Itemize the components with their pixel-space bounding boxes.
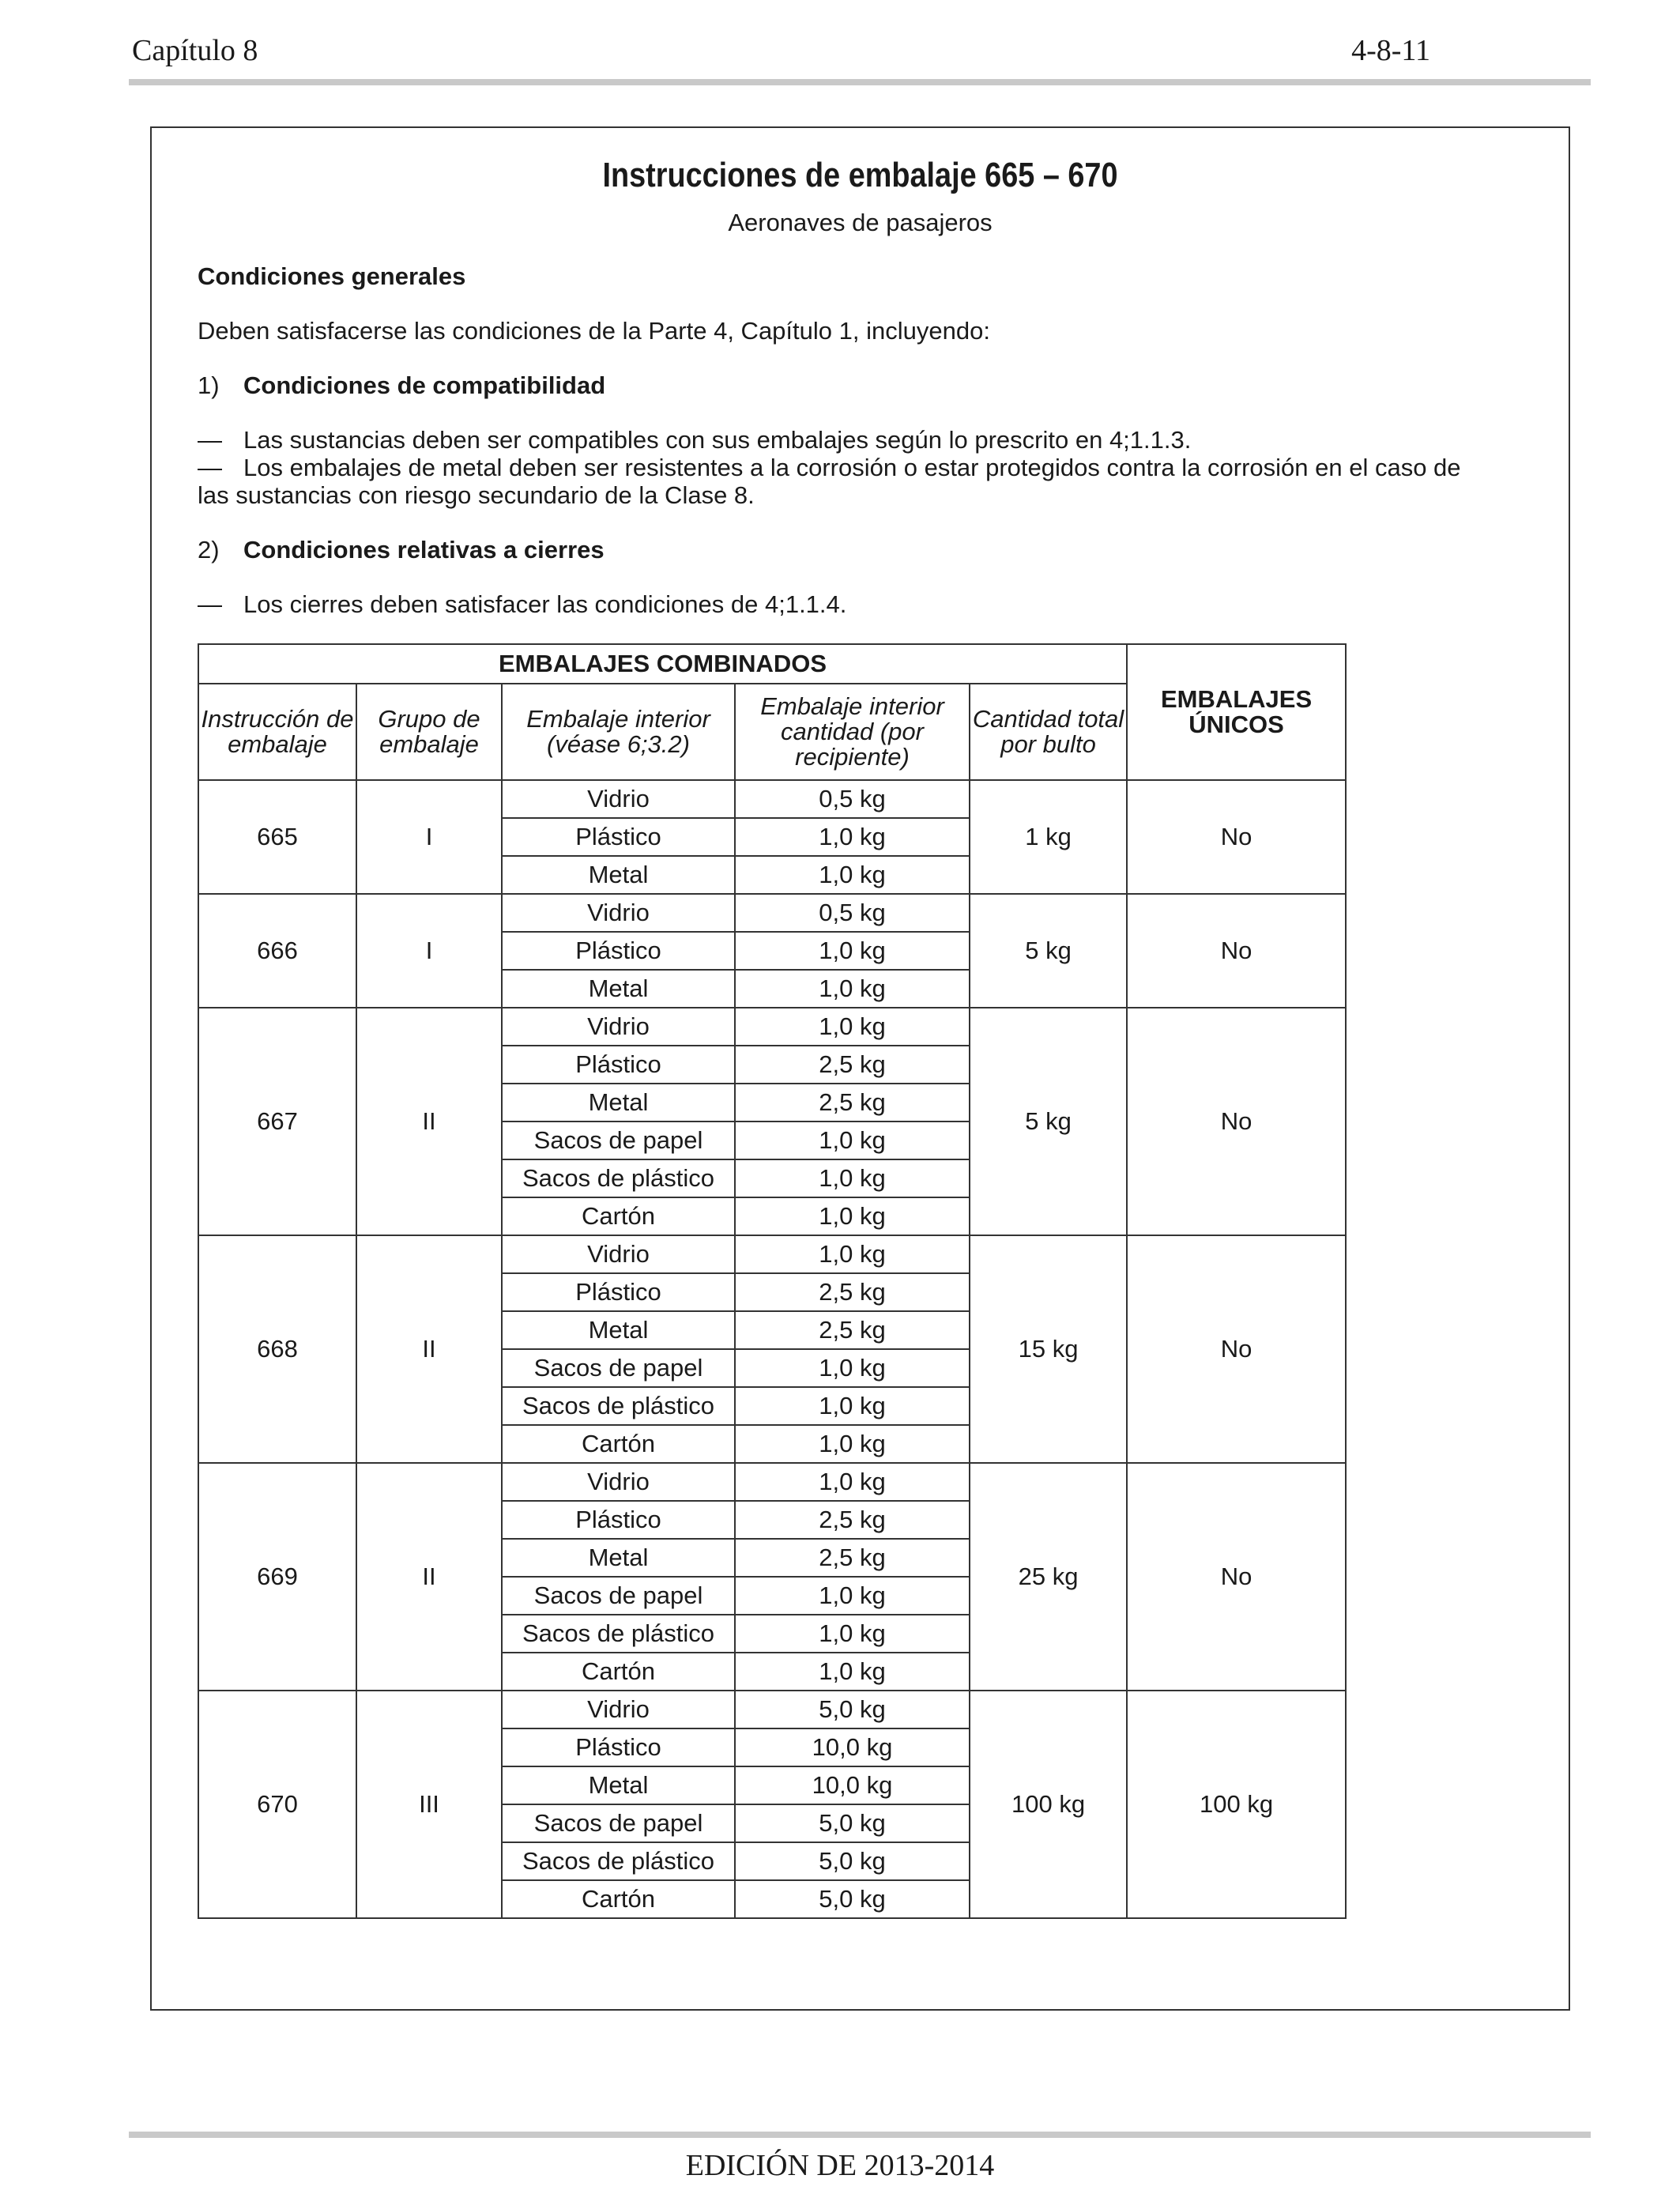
inner-packaging-type-cell: Plástico: [502, 818, 735, 856]
item-1a-dash: —: [198, 426, 222, 454]
inner-packaging-quantity-cell: 1,0 kg: [735, 970, 970, 1008]
section-2-number: 2): [198, 536, 220, 564]
single-packaging-header: EMBALAJES ÚNICOS: [1127, 644, 1346, 780]
inner-packaging-type-cell: Sacos de plástico: [502, 1615, 735, 1653]
inner-packaging-type-cell: Cartón: [502, 1653, 735, 1691]
inner-packaging-quantity-cell: 2,5 kg: [735, 1539, 970, 1577]
total-quantity-cell: 100 kg: [970, 1691, 1127, 1918]
total-quantity-cell: 1 kg: [970, 780, 1127, 894]
inner-packaging-type-cell: Sacos de plástico: [502, 1387, 735, 1425]
packing-group-cell: II: [356, 1463, 502, 1691]
packing-table-wrapper: [198, 643, 1347, 1919]
inner-packaging-quantity-cell: 5,0 kg: [735, 1804, 970, 1842]
inner-packaging-type-cell: Plástico: [502, 1046, 735, 1084]
packing-group-cell: III: [356, 1691, 502, 1918]
general-conditions-heading: Condiciones generales: [198, 262, 466, 290]
single-packaging-cell: No: [1127, 1008, 1346, 1235]
col-header-packing-group: Grupo de embalaje: [356, 684, 502, 780]
intro-text: Deben satisfacerse las condiciones de la Parte 4, Capítulo 1, incluyendo:: [198, 317, 990, 345]
item-2a-text: Los cierres deben satisfacer las condiciones de 4;1.1.4.: [243, 590, 847, 618]
item-1b-text: Los embalajes de metal deben ser resistentes a la corrosión o estar protegidos contra la corrosión en el caso de: [243, 454, 1461, 481]
inner-packaging-quantity-cell: 2,5 kg: [735, 1273, 970, 1311]
inner-packaging-quantity-cell: 10,0 kg: [735, 1766, 970, 1804]
col-header-inner-quantity: Embalaje interior cantidad (por recipiente): [735, 684, 970, 780]
inner-packaging-quantity-cell: 1,0 kg: [735, 1387, 970, 1425]
inner-packaging-quantity-cell: 1,0 kg: [735, 1577, 970, 1615]
inner-packaging-quantity-cell: 1,0 kg: [735, 1653, 970, 1691]
item-1b-continued: las sustancias con riesgo secundario de la Clase 8.: [198, 481, 755, 509]
instruction-number-cell: 668: [198, 1235, 356, 1463]
inner-packaging-quantity-cell: 5,0 kg: [735, 1880, 970, 1918]
inner-packaging-type-cell: Vidrio: [502, 894, 735, 932]
inner-packaging-quantity-cell: 1,0 kg: [735, 1122, 970, 1159]
total-quantity-cell: 5 kg: [970, 1008, 1127, 1235]
section-2-heading: Condiciones relativas a cierres: [243, 536, 605, 564]
inner-packaging-type-cell: Vidrio: [502, 1463, 735, 1501]
inner-packaging-type-cell: Sacos de plástico: [502, 1159, 735, 1197]
inner-packaging-type-cell: Sacos de papel: [502, 1349, 735, 1387]
col-header-inner-packaging: Embalaje interior (véase 6;3.2): [502, 684, 735, 780]
inner-packaging-type-cell: Cartón: [502, 1197, 735, 1235]
item-1b-dash: —: [198, 454, 222, 481]
inner-packaging-type-cell: Metal: [502, 1539, 735, 1577]
packing-group-cell: II: [356, 1235, 502, 1463]
inner-packaging-type-cell: Vidrio: [502, 1691, 735, 1728]
inner-packaging-quantity-cell: 5,0 kg: [735, 1691, 970, 1728]
inner-packaging-quantity-cell: 1,0 kg: [735, 932, 970, 970]
col-header-total-quantity: Cantidad total por bulto: [970, 684, 1127, 780]
inner-packaging-type-cell: Plástico: [502, 1273, 735, 1311]
packing-table: [198, 643, 1347, 1919]
inner-packaging-quantity-cell: 0,5 kg: [735, 894, 970, 932]
table-row: [198, 780, 1346, 818]
inner-packaging-quantity-cell: 2,5 kg: [735, 1311, 970, 1349]
col-header-instruction: Instrucción de embalaje: [198, 684, 356, 780]
inner-packaging-quantity-cell: 2,5 kg: [735, 1501, 970, 1539]
page-number: 4-8-11: [1351, 34, 1430, 67]
inner-packaging-type-cell: Metal: [502, 970, 735, 1008]
inner-packaging-type-cell: Metal: [502, 856, 735, 894]
table-row: [198, 1691, 1346, 1728]
chapter-label: Capítulo 8: [132, 34, 258, 67]
instruction-number-cell: 666: [198, 894, 356, 1008]
inner-packaging-quantity-cell: 1,0 kg: [735, 1425, 970, 1463]
section-1-heading: Condiciones de compatibilidad: [243, 371, 606, 399]
inner-packaging-type-cell: Sacos de papel: [502, 1804, 735, 1842]
inner-packaging-type-cell: Sacos de plástico: [502, 1842, 735, 1880]
single-packaging-cell: No: [1127, 894, 1346, 1008]
inner-packaging-type-cell: Plástico: [502, 1501, 735, 1539]
inner-packaging-type-cell: Metal: [502, 1766, 735, 1804]
total-quantity-cell: 15 kg: [970, 1235, 1127, 1463]
inner-packaging-quantity-cell: 1,0 kg: [735, 1235, 970, 1273]
section-2: [198, 536, 605, 564]
combined-packaging-header: EMBALAJES COMBINADOS: [198, 644, 1127, 684]
footer-rule: [129, 2132, 1591, 2138]
item-2a: [198, 590, 846, 618]
inner-packaging-quantity-cell: 1,0 kg: [735, 1197, 970, 1235]
packing-group-cell: I: [356, 780, 502, 894]
inner-packaging-type-cell: Vidrio: [502, 780, 735, 818]
inner-packaging-quantity-cell: 1,0 kg: [735, 1159, 970, 1197]
inner-packaging-type-cell: Sacos de papel: [502, 1122, 735, 1159]
item-1a: [198, 426, 1191, 454]
inner-packaging-quantity-cell: 5,0 kg: [735, 1842, 970, 1880]
inner-packaging-quantity-cell: 1,0 kg: [735, 1615, 970, 1653]
instruction-number-cell: 665: [198, 780, 356, 894]
instruction-number-cell: 669: [198, 1463, 356, 1691]
document-subtitle: Aeronaves de pasajeros: [728, 209, 993, 236]
inner-packaging-type-cell: Metal: [502, 1311, 735, 1349]
item-1a-text: Las sustancias deben ser compatibles con sus embalajes según lo prescrito en 4;1.1.3.: [243, 426, 1192, 454]
table-row: [198, 894, 1346, 932]
instruction-number-cell: 670: [198, 1691, 356, 1918]
inner-packaging-quantity-cell: 1,0 kg: [735, 1349, 970, 1387]
inner-packaging-type-cell: Sacos de papel: [502, 1577, 735, 1615]
document-title: Instrucciones de embalaje 665 – 670: [602, 156, 1118, 194]
total-quantity-cell: 25 kg: [970, 1463, 1127, 1691]
header-rule: [129, 79, 1591, 85]
inner-packaging-type-cell: Plástico: [502, 932, 735, 970]
table-row: [198, 1235, 1346, 1273]
section-1-number: 1): [198, 371, 220, 399]
inner-packaging-quantity-cell: 1,0 kg: [735, 1008, 970, 1046]
single-packaging-cell: No: [1127, 780, 1346, 894]
inner-packaging-quantity-cell: 0,5 kg: [735, 780, 970, 818]
packing-group-cell: I: [356, 894, 502, 1008]
single-packaging-cell: No: [1127, 1463, 1346, 1691]
inner-packaging-quantity-cell: 2,5 kg: [735, 1046, 970, 1084]
inner-packaging-type-cell: Metal: [502, 1084, 735, 1122]
packing-group-cell: II: [356, 1008, 502, 1235]
inner-packaging-quantity-cell: 2,5 kg: [735, 1084, 970, 1122]
inner-packaging-type-cell: Vidrio: [502, 1008, 735, 1046]
packing-instruction-box: [150, 126, 1570, 2011]
total-quantity-cell: 5 kg: [970, 894, 1127, 1008]
inner-packaging-type-cell: Vidrio: [502, 1235, 735, 1273]
single-packaging-cell: 100 kg: [1127, 1691, 1346, 1918]
item-2a-dash: —: [198, 590, 222, 618]
item-1b: [198, 454, 1461, 481]
inner-packaging-type-cell: Plástico: [502, 1728, 735, 1766]
inner-packaging-quantity-cell: 1,0 kg: [735, 818, 970, 856]
table-row: [198, 1463, 1346, 1501]
inner-packaging-type-cell: Cartón: [502, 1880, 735, 1918]
table-row: [198, 1008, 1346, 1046]
single-packaging-cell: No: [1127, 1235, 1346, 1463]
instruction-number-cell: 667: [198, 1008, 356, 1235]
section-1: [198, 371, 605, 399]
edition-footer: EDICIÓN DE 2013-2014: [685, 2149, 995, 2182]
inner-packaging-quantity-cell: 10,0 kg: [735, 1728, 970, 1766]
inner-packaging-quantity-cell: 1,0 kg: [735, 856, 970, 894]
inner-packaging-type-cell: Cartón: [502, 1425, 735, 1463]
inner-packaging-quantity-cell: 1,0 kg: [735, 1463, 970, 1501]
